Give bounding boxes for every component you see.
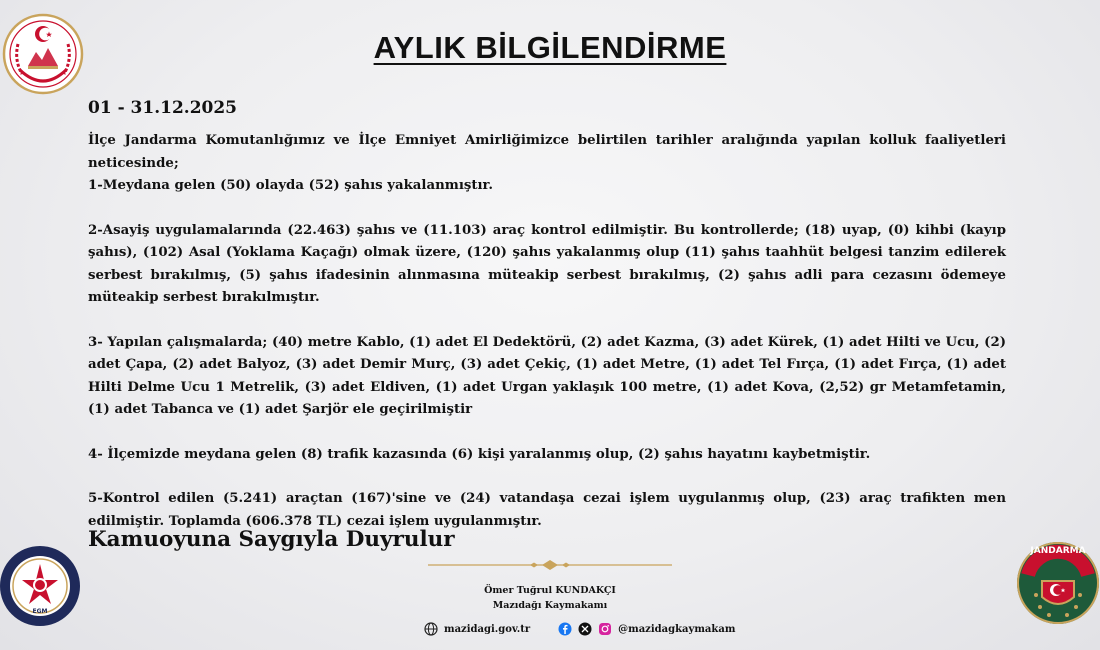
page-title-text: AYLIK BİLGİLENDİRME [373,30,727,65]
facebook-icon[interactable] [558,622,572,636]
item-5: 5-Kontrol edilen (5.241) araçtan (167)'sine ve (24) vatandaşa cezai işlem uygulanmış olup, (23) araç trafikten men edilmiştir. Toplamda (606.378 TL) cezai işlem uygulanmıştır. [88,491,1006,529]
globe-icon [424,622,438,636]
decorative-divider [428,560,672,570]
instagram-icon[interactable] [598,622,612,636]
closing-statement: Kamuoyuna Saygıyla Duyrulur [88,527,455,552]
footer-links [424,620,735,638]
signer-title: Mazıdağı Kaymakamı [492,600,608,611]
announcement-body [88,130,1006,533]
signature-block [0,583,1100,613]
x-icon[interactable] [578,622,592,636]
item-3: 3- Yapılan çalışmalarda; (40) metre Kablo, (1) adet El Dedektörü, (2) adet Kazma, (3) adet Kürek, (1) adet Hilti ve Ucu, (2) adet Çapa, (2) adet Balyoz, (3) adet Demir Murç, (3) adet Çekiç, (1) adet Metre, (1) adet Tel Fırça, (1) adet Fırça, (1) adet Hilti Delme Ucu 1 Metrelik, (3) adet Eldiven, (1) adet Urgan yaklaşık 100 metre, (1) adet Kova, (2,52) gr Metamfetamin, (1) adet Tabanca ve (1) adet Şarjör ele geçirilmiştir [88,334,1006,417]
jandarma-logo-text: JANDARMA [1030,546,1086,556]
page-title [0,30,1100,66]
signer-name: Ömer Tuğrul KUNDAKÇI [484,585,616,596]
item-1: 1-Meydana gelen (50) olayda (52) şahıs yakalanmıştır. [88,178,493,193]
social-handle[interactable]: @mazidagkaymakam [618,623,736,635]
item-2: 2-Asayiş uygulamalarında (22.463) şahıs ve (11.103) araç kontrol edilmiştir. Bu kontrollerde; (18) uyap, (0) kihbi (kayıp şahıs), (102) Asal (Yoklama Kaçağı) olmak üzere, (120) şahıs yakalanmış olup (11) şahıs taahhüt belgesi tanzim edilerek serbest bırakılmış, (5) şahıs ifadesinin alınmasına müteakip serbest bırakılmış, (2) şahıs adli para cezasını ödemeye müteakip serbest bırakılmıştır. [88,222,1006,305]
website-link[interactable]: mazidagi.gov.tr [444,623,531,635]
date-range: 01 - 31.12.2025 [88,98,238,118]
intro-paragraph: İlçe Jandarma Komutanlığımız ve İlçe Emniyet Amirliğimizce belirtilen tarihler aralığında yapılan kolluk faaliyetleri neticesinde; [88,133,1006,171]
egm-logo-text: EGM [32,608,48,615]
item-4: 4- İlçemizde meydana gelen (8) trafik kazasında (6) kişi yaralanmış olup, (2) şahıs hayatını kaybetmiştir. [88,446,871,462]
